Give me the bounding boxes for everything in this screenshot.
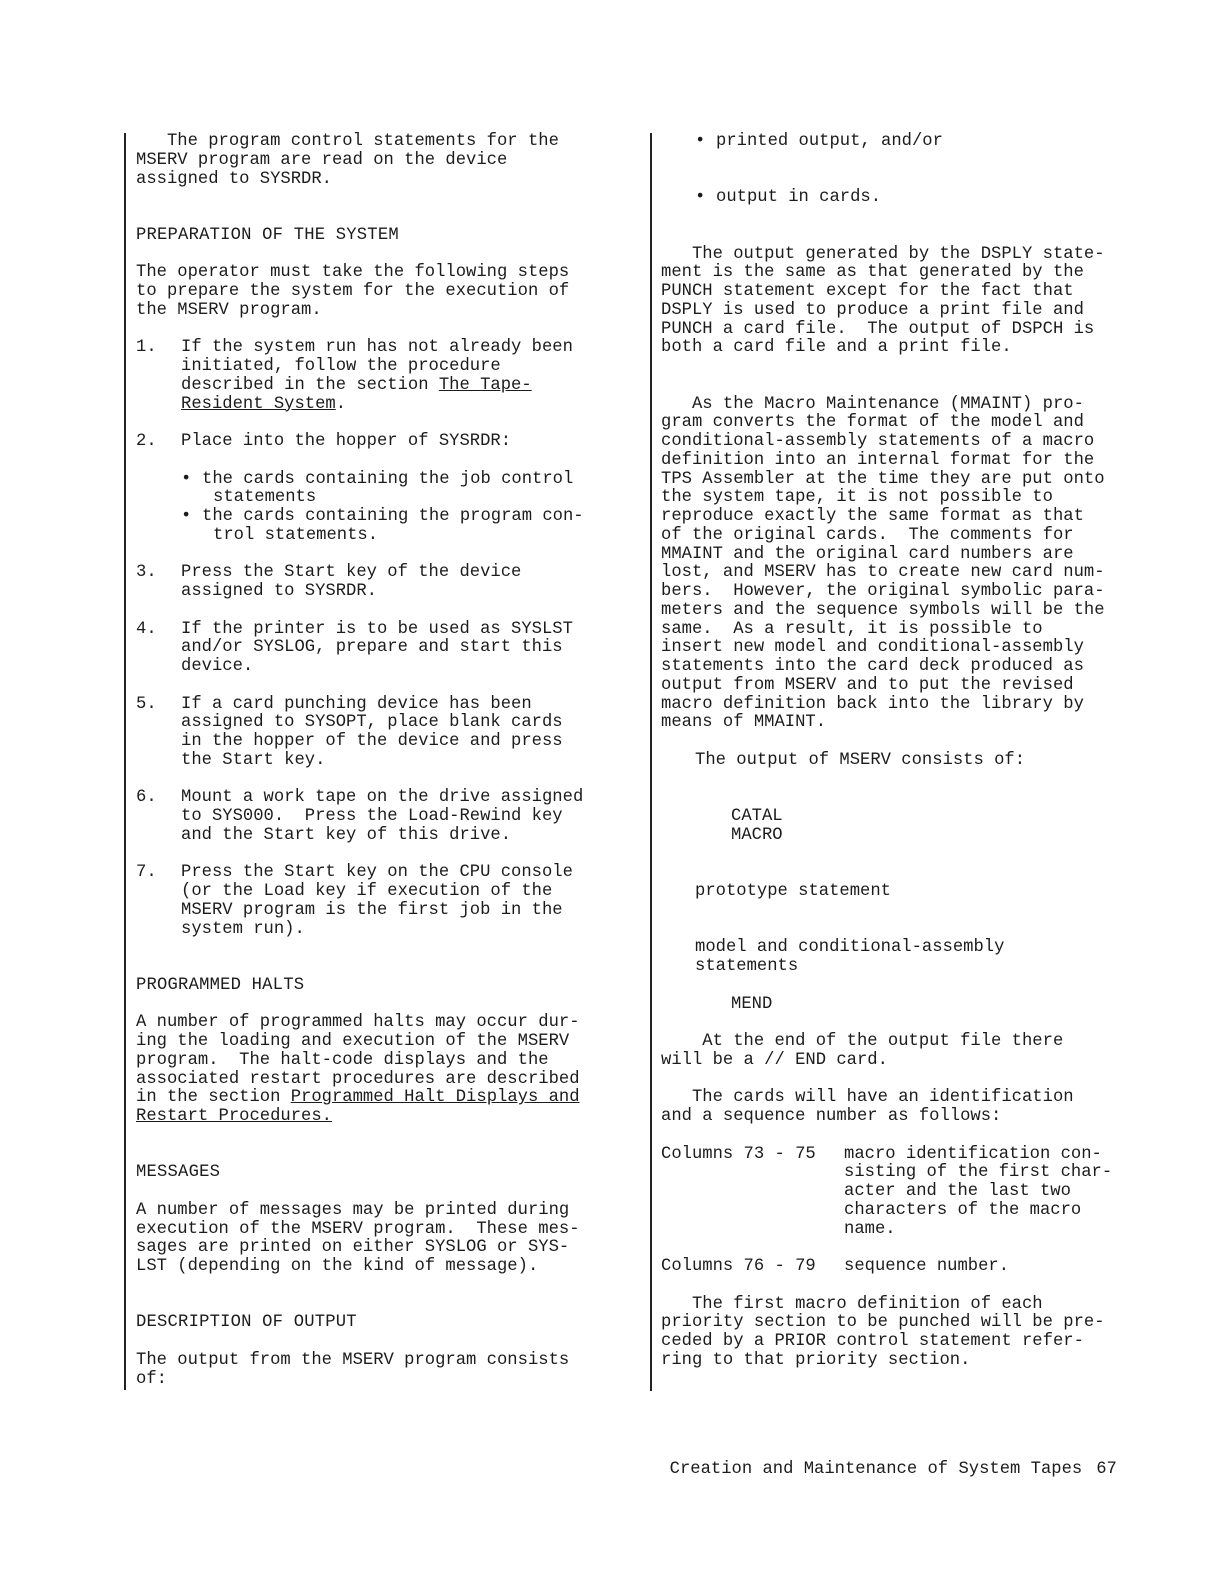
macro-statement: MACRO (731, 825, 783, 845)
preparation-intro: The operator must take the following steps to prepare the system for the execution of the MSERV program. (136, 263, 570, 320)
right-column: • printed output, and/or • output in cards. The output generated by the DSPLY state- ment is the same as that generated by the PUNCH statement except for the fact that DSPLY is used to produce a print file and PUNCH a card file. The output of DSPCH is both a card file and a print file. As the Macro Maintenance (MMAINT) pro- gram converts the format of the model and conditional-assembly statements of a macro definition into an internal format for the TPS Assembler at the time they are put onto the system tape, it is not possible to reproduce exactly the same format as that of the original cards. The comments for MMAINT and the original card numbers are lost, and MSERV has to create new card num- bers. However, the original symbolic para- meters and the sequence symbols will be the same. As a result, it is possible to insert new model and conditional-assembly statements into the card deck produced as output from MSERV and to put the revised macro definition back into the library by means of MMAINT. The output of MSERV consists of: CATAL MACRO prototype statement model and conditional-assembly statements MEND At the end of the output file there will be a // END card. The cards will have an identification and a sequence number as follows: Columns 73 - 75 macro identification con- sisting of the first char- acter and the last two characters of the macro name. Columns 76 - 79 sequence number. The first macro definition of each priority section to be punched will be pre- ceded by a PRIOR control statement refer- ring to that priority section. (661, 133, 1171, 1371)
catal-statement: CATAL (731, 807, 783, 826)
mend-statement: MEND (731, 994, 773, 1014)
section-heading-description-of-output: DESCRIPTION OF OUTPUT (136, 1313, 357, 1333)
section-reference-link: Resident System (181, 394, 336, 414)
section-reference-link: Restart Procedures. (136, 1107, 332, 1126)
bullet-item: • the cards containing the job control statements (181, 469, 574, 508)
page-number: 67 (1096, 1459, 1117, 1479)
model-statements: model and conditional-assembly (695, 938, 1005, 958)
list-item: 7. Press the Start key on the CPU console (or the Load key if execution of the MSERV program is the first job in the system run). (136, 863, 573, 939)
section-reference-link: Programmed Halt Displays and (290, 1088, 580, 1108)
list-item: 1. If the system run has not already been initiated, follow the procedure described in the section The Tape- Resident System. (136, 338, 573, 414)
output-paragraph: The output from the MSERV program consists of: (136, 1350, 570, 1389)
list-item: 5. If a card punching device has been assigned to SYSOPT, place blank cards in the hopper of the device and press the Start key. (136, 694, 563, 770)
columns-definition: Columns 73 - 75 macro identification con- sisting of the first char- acter and the last two characters of the macro name. (661, 1144, 1113, 1239)
list-item: 2. Place into the hopper of SYSRDR: • the cards containing the job control statements • the cards containing the program con- trol statements. (136, 433, 636, 546)
section-heading-preparation: PREPARATION OF THE SYSTEM (136, 225, 399, 245)
bullet-item: • the cards containing the program con- trol statements. (181, 507, 584, 545)
output-consists-label: The output of MSERV consists of: (695, 750, 1026, 770)
cards-paragraph: The cards will have an identification and a sequence number as follows: (661, 1088, 1074, 1126)
change-bar-left (124, 133, 126, 1390)
bullet-item: • output in cards. (695, 188, 882, 208)
section-heading-programmed-halts: PROGRAMMED HALTS (136, 975, 305, 995)
left-column (136, 133, 636, 1389)
section-heading-messages: MESSAGES (136, 1163, 221, 1183)
mmaint-paragraph: As the Macro Maintenance (MMAINT) pro- gram converts the format of the model and conditional-assembly statements of a macro definition into an internal format for the TPS Assembler at the time they are put onto the system tape, it is not possible to reproduce exactly the same format as that of the original cards. The comments for MMAINT and the original card numbers are lost, and MSERV has to create new card num- bers. However, the original symbolic para- meters and the sequence symbols will be the same. As a result, it is possible to insert new model and conditional-assembly statements into the card deck produced as output from MSERV and to put the revised macro definition back into the library by means of MMAINT. (661, 394, 1105, 733)
page-footer (649, 1442, 1117, 1480)
first-macro-paragraph: The first macro definition of each priority section to be punched will be pre- ceded by a PRIOR control statement refer- ring to that priority section. (661, 1294, 1105, 1370)
list-item: 3. Press the Start key of the device assigned to SYSRDR. (136, 563, 522, 601)
change-bar-right (650, 133, 652, 1391)
messages-paragraph: A number of messages may be printed during execution of the MSERV program. These mes- sages are printed on either SYSLOG or SYS- LST (depending on the kind of message). (136, 1200, 580, 1276)
bullet-item: • printed output, and/or (695, 132, 943, 151)
end-card-paragraph: At the end of the output file there will be a // END card. (661, 1032, 1064, 1070)
list-item: 6. Mount a work tape on the drive assigned to SYS000. Press the Load-Rewind key and the Start key of this drive. (136, 788, 584, 845)
section-reference-link: The Tape- (438, 375, 532, 395)
columns-definition: Columns 76 - 79 sequence number. (661, 1257, 1010, 1276)
prototype-statement: prototype statement (695, 882, 891, 901)
list-item: 4. If the printer is to be used as SYSLST and/or SYSLOG, prepare and start this device. (136, 619, 573, 676)
halts-paragraph: A number of programmed halts may occur dur- ing the loading and execution of the MSERV program. The halt-code displays and the associated restart procedures are described in the section Programmed Halt Displays and Restart Procedures. (136, 1013, 580, 1126)
dsply-paragraph: The output generated by the DSPLY state- ment is the same as that generated by the PUNCH statement except for the fact that DSPLY is used to produce a print file and PUNCH a card file. The output of DSPCH is both a card file and a print file. (661, 244, 1105, 358)
intro-paragraph: The program control statements for the MSERV program are read on the device assigned to SYSRDR. (136, 132, 559, 189)
footer-title: Creation and Maintenance of System Tapes (669, 1459, 1083, 1479)
